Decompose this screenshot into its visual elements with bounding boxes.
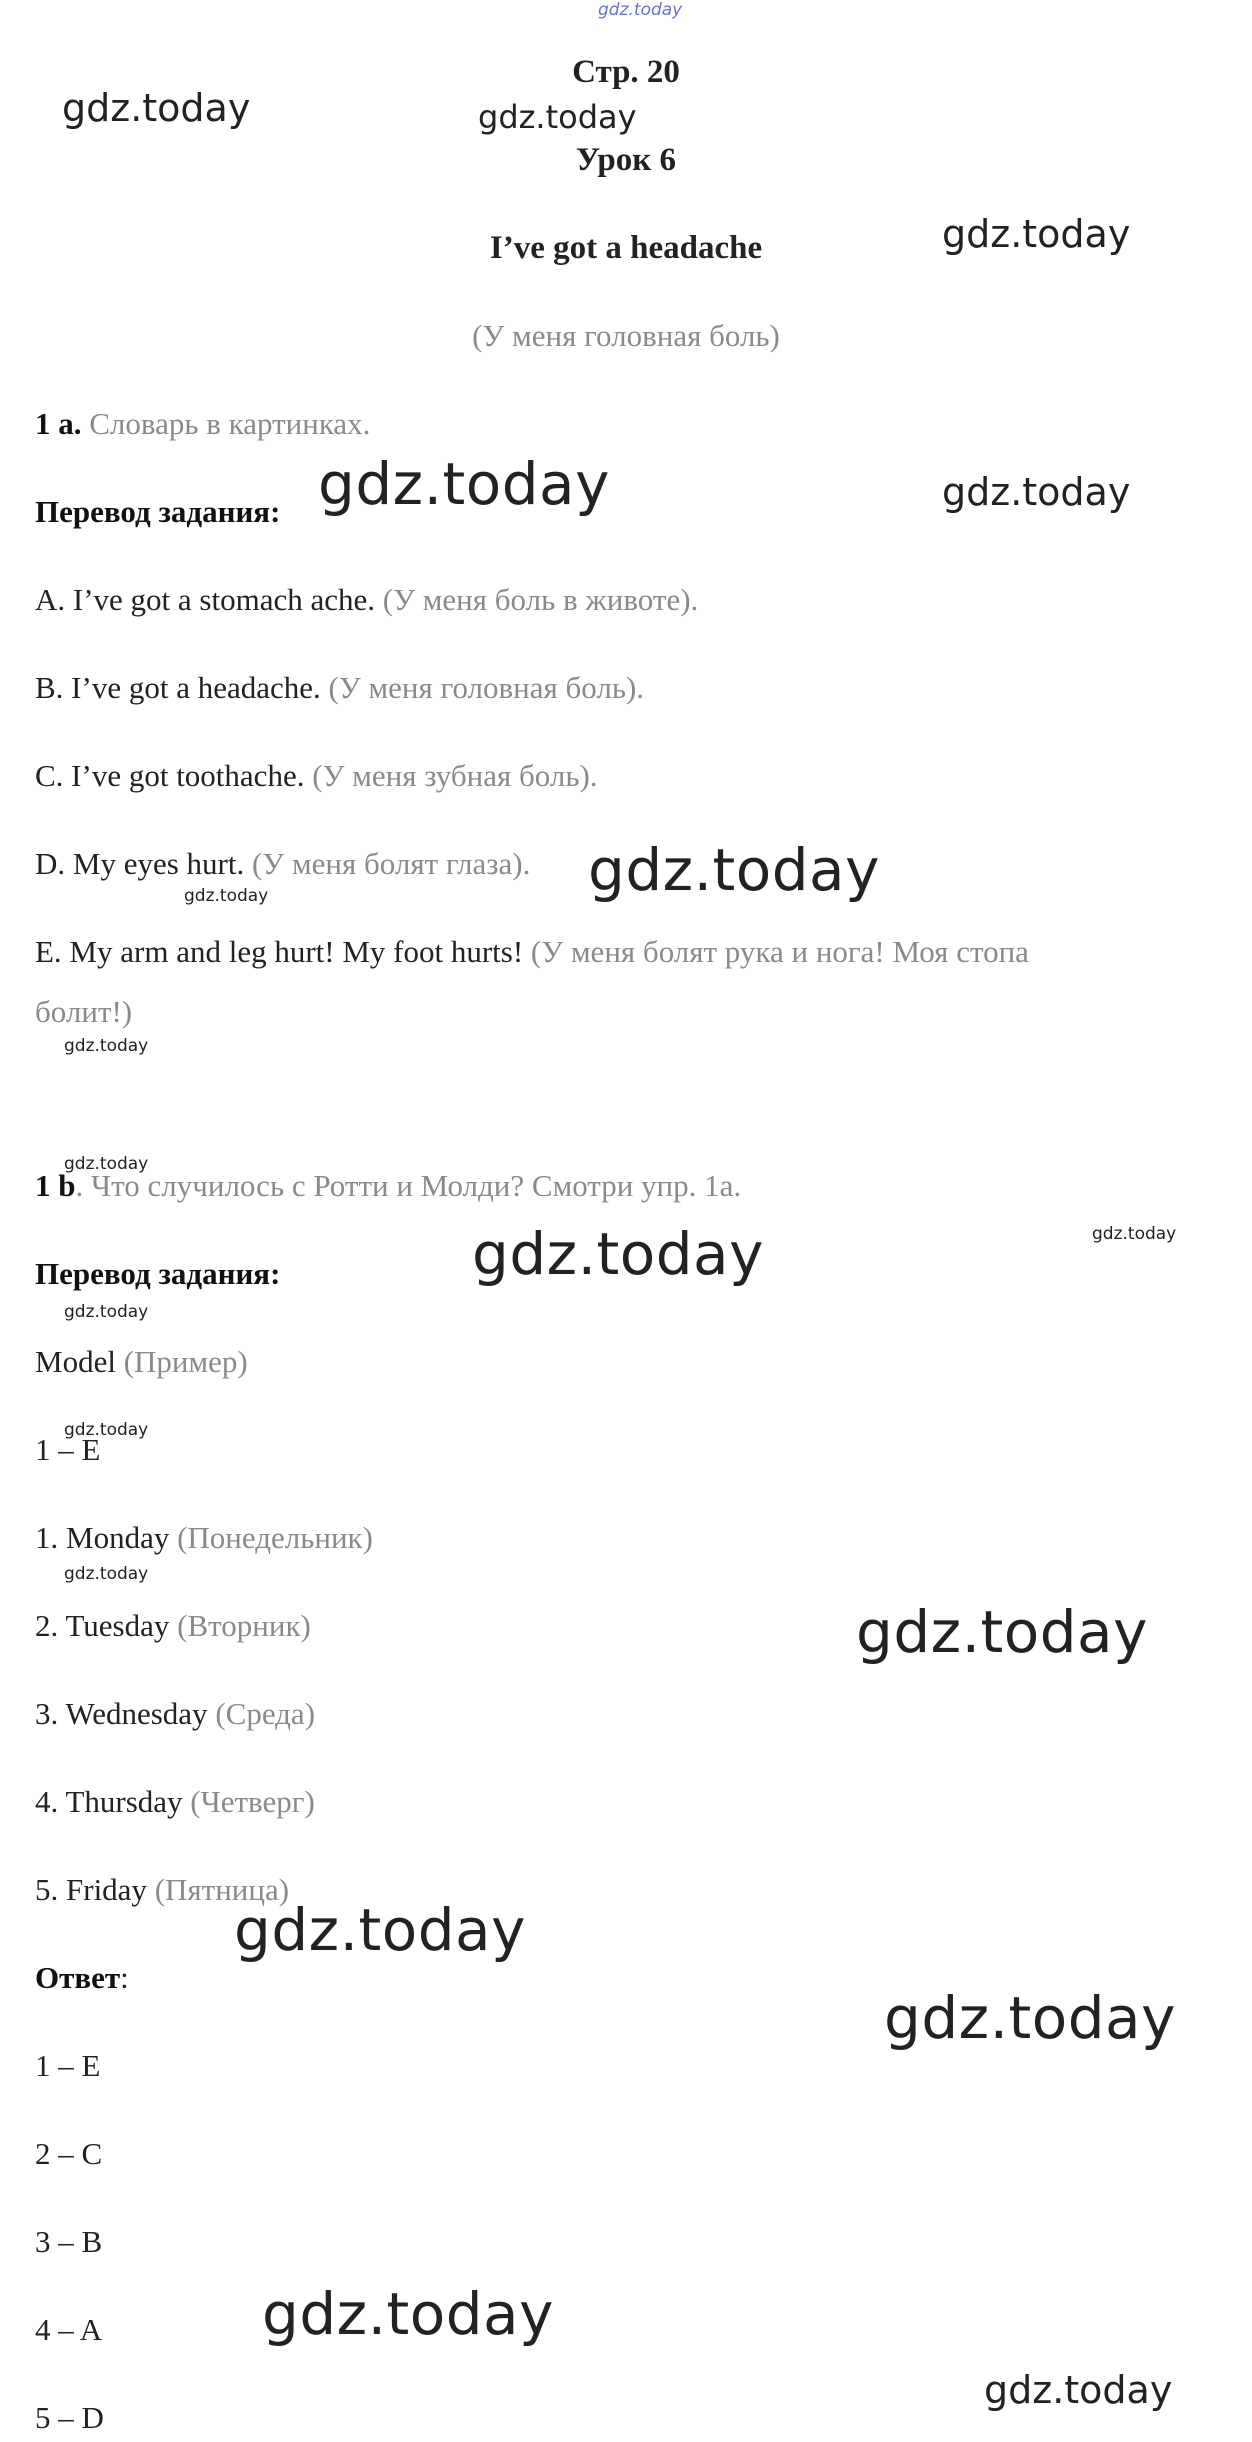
ex1a-item-ru: (У меня боль в животе). <box>375 582 699 617</box>
ex1b-model <box>35 1344 248 1380</box>
ex1a-item-ru-continued: болит!) <box>35 994 133 1029</box>
ex1b-day <box>35 1784 315 1820</box>
ex1a-item <box>35 758 598 794</box>
ex1a-item-en: E. My arm and leg hurt! My foot hurts! <box>35 934 524 969</box>
watermark: gdz.today <box>942 212 1131 256</box>
ex1b-day-ru: (Вторник) <box>169 1608 311 1643</box>
watermark: gdz.today <box>64 1036 149 1056</box>
watermark: gdz.today <box>64 1154 149 1174</box>
ex1b-day-en: 5. Friday <box>35 1872 147 1907</box>
ex1a-item-ru: (У меня болят рука и нога! Моя стопа <box>523 934 1029 969</box>
ex1a-item <box>35 846 530 882</box>
answer-colon: : <box>120 1960 129 1995</box>
ex1a-label: 1 a. <box>35 406 82 441</box>
watermark: gdz.today <box>64 1302 149 1322</box>
ex1b-day-ru: (Понедельник) <box>169 1520 373 1555</box>
watermark: gdz.today <box>64 1420 149 1440</box>
watermark: gdz.today <box>64 1564 149 1584</box>
ex1a-item-en: A. I’ve got a stomach ache. <box>35 582 376 617</box>
ex1a-item-en: D. My eyes hurt. <box>35 846 245 881</box>
watermark: gdz.today <box>62 86 251 130</box>
ex1a-item <box>35 670 644 706</box>
ex1a-item-ru: (У меня болят глаза). <box>244 846 531 881</box>
watermark: gdz.today <box>234 1896 526 1964</box>
ex1b-model-ru: (Пример) <box>115 1344 248 1379</box>
lesson-title-translation: (У меня головная боль) <box>472 318 780 353</box>
ex1a-translation-heading: Перевод задания: <box>35 494 281 529</box>
ex1a-item <box>35 934 1029 970</box>
watermark: gdz.today <box>984 2368 1173 2412</box>
ex1b-day <box>35 1608 311 1644</box>
page-number: Стр. 20 <box>572 54 680 90</box>
watermark: gdz.today <box>478 98 637 136</box>
answer-label: Ответ <box>35 1960 121 1995</box>
ex1b-day <box>35 1696 315 1732</box>
watermark: gdz.today <box>318 450 610 518</box>
watermark: gdz.today <box>588 836 880 904</box>
ex1b-day <box>35 1520 373 1556</box>
ex1a-item <box>35 582 698 618</box>
ex1b-day-en: 1. Monday <box>35 1520 170 1555</box>
ex1b-translation-heading: Перевод задания: <box>35 1256 281 1291</box>
ex1a-item-en: C. I’ve got toothache. <box>35 758 305 793</box>
answer-heading <box>35 1960 129 1996</box>
ex1b-day-ru: (Пятница) <box>146 1872 290 1907</box>
lesson-number: Урок 6 <box>575 142 677 178</box>
ex1b-day-en: 2. Tuesday <box>35 1608 170 1643</box>
ex1b-day-ru: (Четверг) <box>182 1784 315 1819</box>
answer-item: 4 – A <box>35 2312 103 2347</box>
ex1a-instruction: Словарь в картинках. <box>81 406 371 441</box>
watermark: gdz.today <box>262 2280 554 2348</box>
watermark: gdz.today <box>884 1984 1176 2052</box>
ex1b-day-en: 3. Wednesday <box>35 1696 208 1731</box>
ex1a-item-ru: (У меня зубная боль). <box>304 758 598 793</box>
ex1b-instruction: . Что случилось с Ротти и Молди? Смотри упр. 1а. <box>75 1168 742 1203</box>
answer-item: 5 – D <box>35 2400 104 2435</box>
watermark: gdz.today <box>184 886 269 906</box>
lesson-title: I’ve got a headache <box>489 230 763 266</box>
ex1b-model-value: 1 – E <box>35 1432 101 1467</box>
watermark: gdz.today <box>942 470 1131 514</box>
answer-item: 1 – E <box>35 2048 101 2083</box>
watermark: gdz.today <box>472 1220 764 1288</box>
ex1b-label: 1 b <box>35 1168 76 1203</box>
ex1b-model-en: Model <box>35 1344 116 1379</box>
ex1a-item-en: B. I’ve got a headache. <box>35 670 321 705</box>
ex1b-day-ru: (Среда) <box>207 1696 316 1731</box>
watermark: gdz.today <box>856 1598 1148 1666</box>
watermark-top: gdz.today <box>598 0 683 20</box>
ex1a-item-ru: (У меня головная боль). <box>320 670 645 705</box>
answer-item: 3 – B <box>35 2224 103 2259</box>
ex1a-heading <box>35 406 370 442</box>
ex1b-day-en: 4. Thursday <box>35 1784 183 1819</box>
answer-item: 2 – C <box>35 2136 103 2171</box>
watermark: gdz.today <box>1092 1224 1177 1244</box>
